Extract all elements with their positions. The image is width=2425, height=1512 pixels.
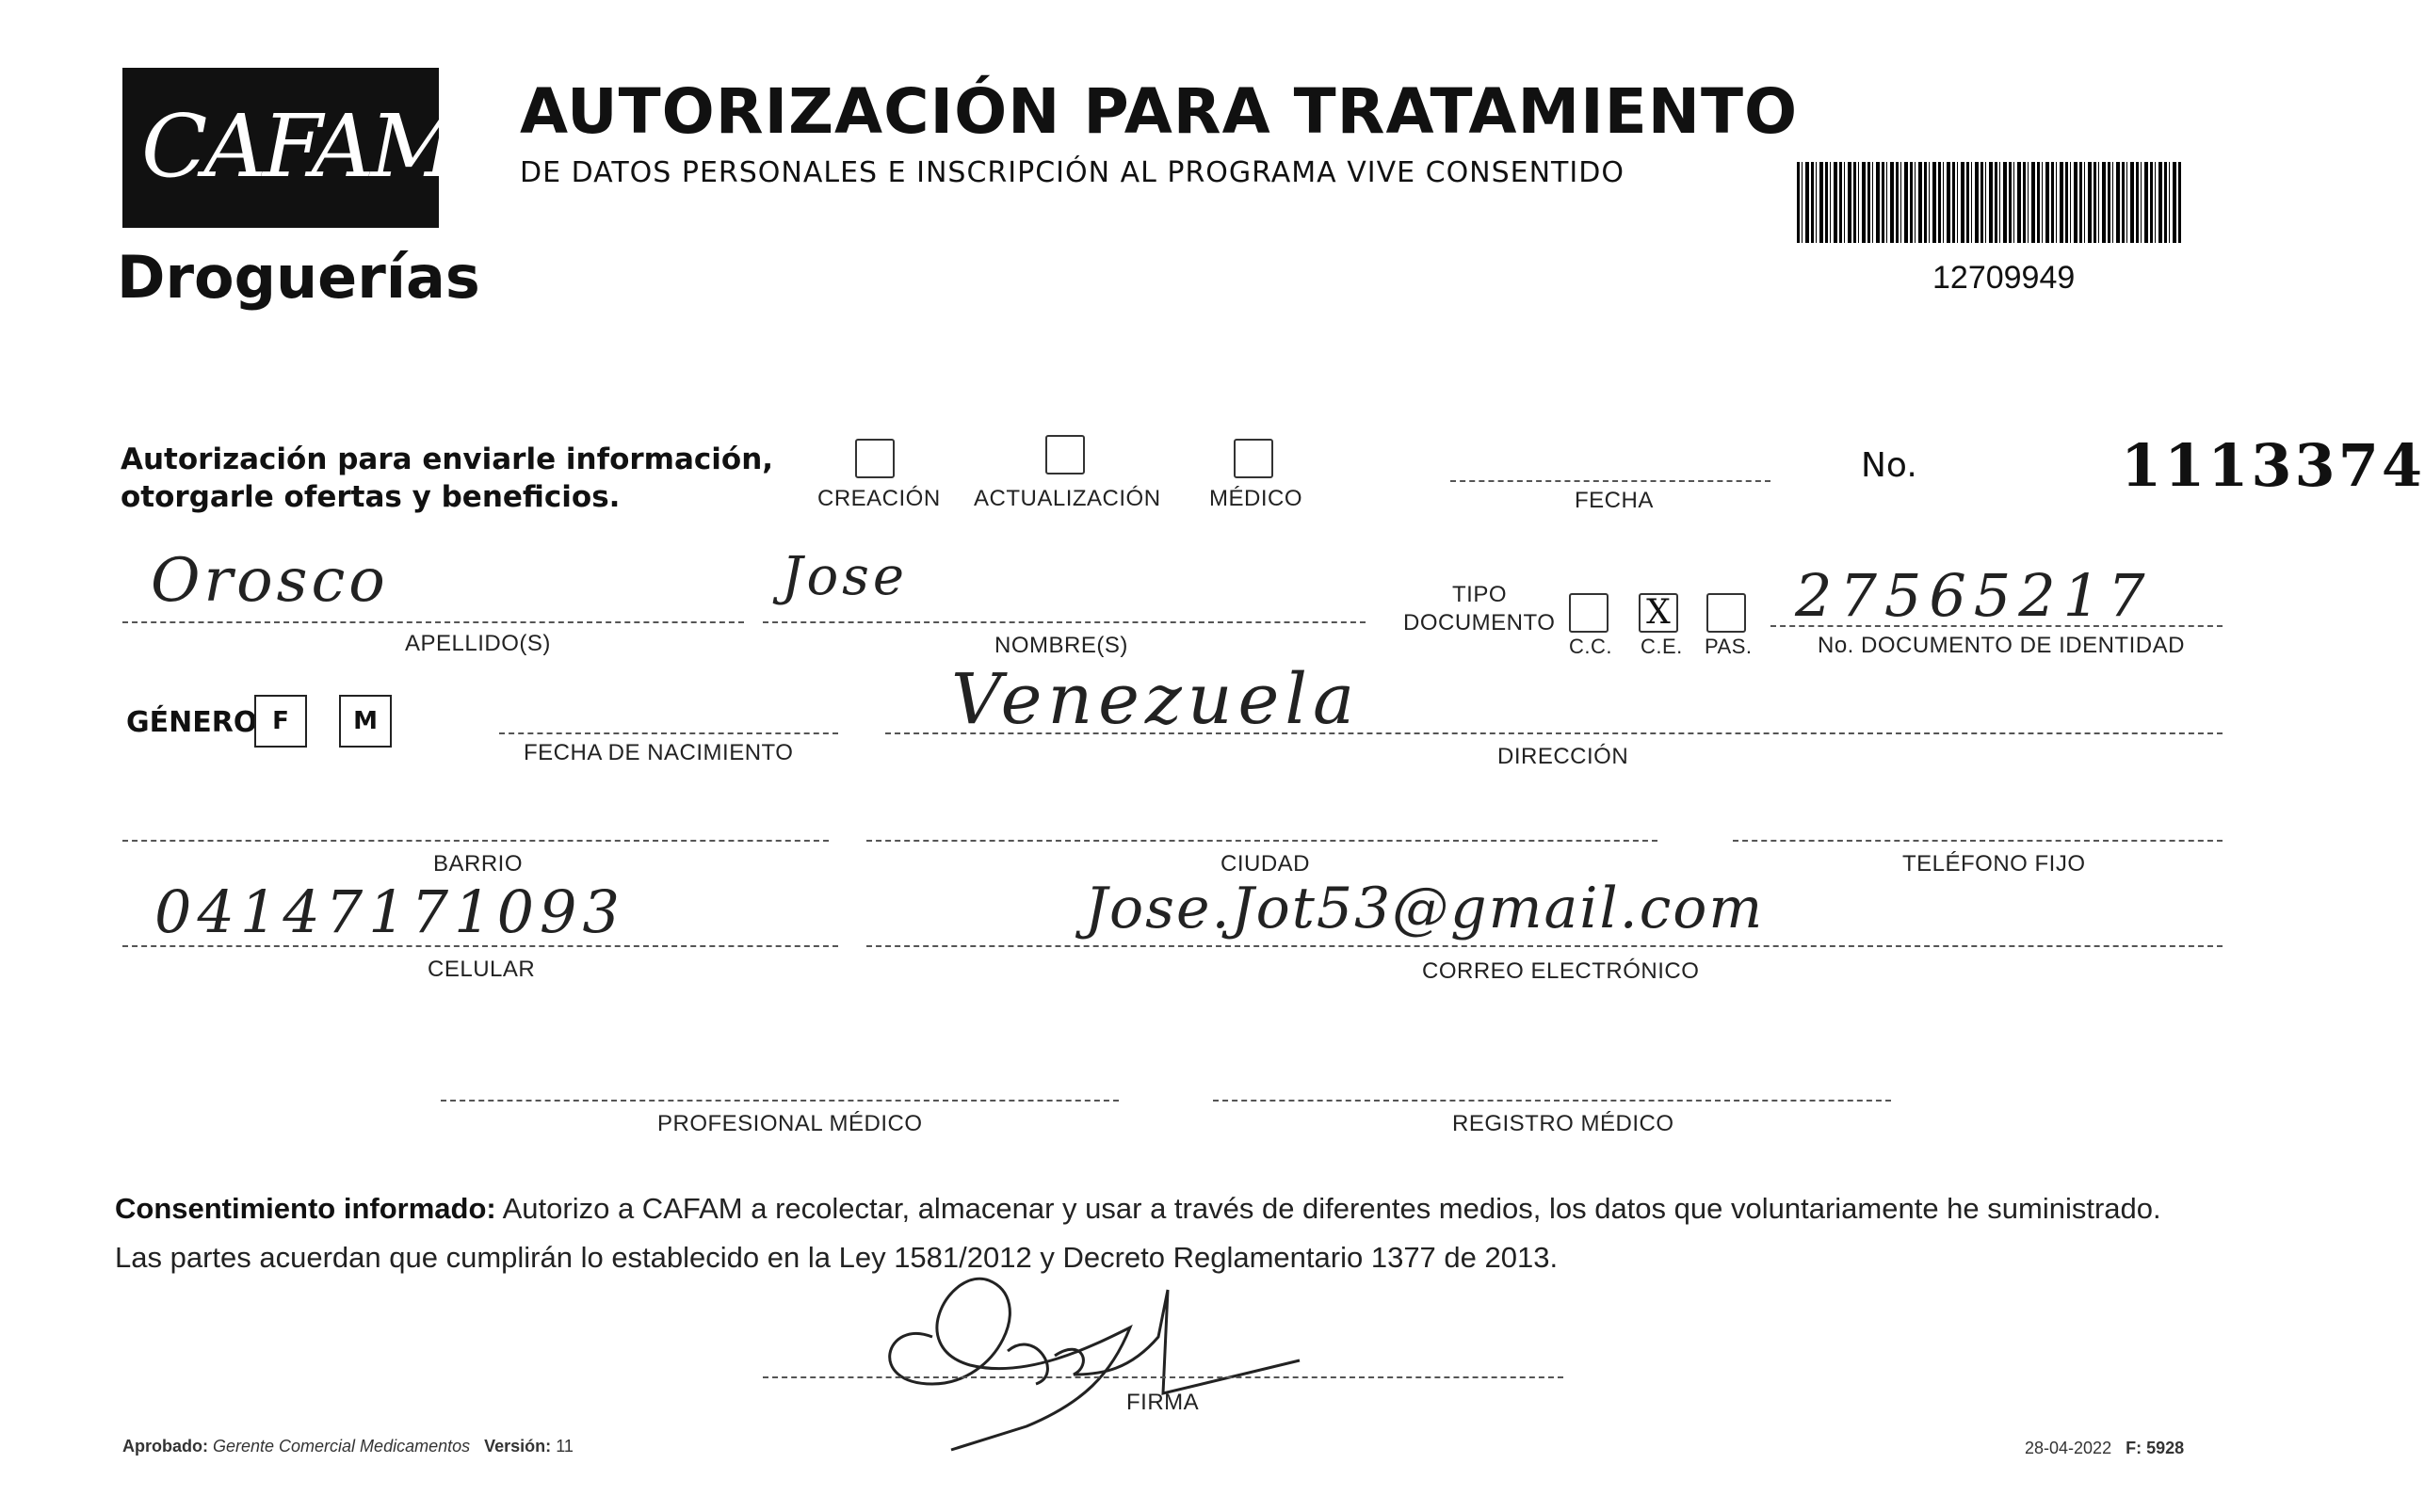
correo-value: Jose.Jot53@gmail.com [1085,876,1765,941]
consent-lead: Consentimiento informado: [115,1192,496,1225]
direccion-line[interactable] [885,732,2223,734]
telefono-label: TELÉFONO FIJO [1902,851,2086,877]
cc-checkbox[interactable] [1569,593,1609,633]
medico-label: MÉDICO [1209,486,1302,511]
footer-right [2025,1439,2184,1458]
consent-text-2: Las partes acuerdan que cumplirán lo establecido en la Ley 1581/2012 y Decreto Reglamentario 1377 de 2013. [115,1241,1559,1274]
auth-line-2: otorgarle ofertas y beneficios. [121,480,621,514]
telefono-line[interactable] [1733,840,2223,842]
aprobado-label: Aprobado: [122,1437,208,1456]
version-value: 11 [556,1437,574,1456]
fecha-line[interactable] [1450,480,1770,482]
firma-line[interactable] [763,1376,1563,1378]
firma-label: FIRMA [1126,1390,1200,1415]
registro-line[interactable] [1213,1100,1891,1102]
direccion-label: DIRECCIÓN [1497,744,1629,769]
auth-line-1: Autorización para enviarle información, [121,442,774,476]
celular-line[interactable] [122,945,838,947]
documento-value: 27565217 [1795,561,2153,630]
fecha-label: FECHA [1575,488,1654,513]
documento-line[interactable] [1770,625,2223,627]
apellidos-label: APELLIDO(S) [405,631,551,656]
creacion-checkbox[interactable] [855,439,895,478]
cc-label: C.C. [1569,635,1612,658]
footer-left [122,1437,574,1456]
pas-label: PAS. [1705,635,1753,658]
form-title: AUTORIZACIÓN PARA TRATAMIENTO [520,75,1799,148]
nombres-label: NOMBRE(S) [994,633,1128,658]
direccion-value: Venezuela [951,659,1361,740]
footer-code: F: 5928 [2126,1439,2185,1457]
nombres-value: Jose [782,546,909,607]
footer-date: 28-04-2022 [2025,1439,2112,1457]
genero-label: GÉNERO [126,706,258,739]
apellidos-line[interactable] [122,621,744,623]
version-label: Versión: [484,1437,552,1456]
creacion-label: CREACIÓN [817,486,941,511]
apellidos-value: Orosco [151,546,389,616]
actualizacion-checkbox[interactable] [1045,435,1085,475]
celular-value: 04147171093 [154,877,625,946]
tipo-label: TIPO [1452,582,1508,607]
cafam-logo: CAFAM [141,96,456,197]
medico-checkbox[interactable] [1234,439,1273,478]
profesional-line[interactable] [441,1100,1119,1102]
barrio-label: BARRIO [433,851,524,877]
nacimiento-line[interactable] [499,732,838,734]
ce-checkbox[interactable]: X [1639,593,1678,633]
documento-numero-label: No. DOCUMENTO DE IDENTIDAD [1818,633,2185,658]
nombres-line[interactable] [763,621,1366,623]
nacimiento-label: FECHA DE NACIMIENTO [524,740,794,765]
registro-label: REGISTRO MÉDICO [1452,1111,1674,1136]
ciudad-line[interactable] [866,840,1657,842]
genero-f-box[interactable]: F [254,695,307,748]
ce-label: C.E. [1641,635,1683,658]
brand-name: Droguerías [117,243,480,312]
barcode [1797,162,2183,243]
correo-line[interactable] [866,945,2223,947]
genero-m-box[interactable]: M [339,695,392,748]
barcode-number: 12709949 [1932,260,2076,296]
signature [848,1262,1337,1459]
celular-label: CELULAR [428,957,536,982]
number-label: No. [1861,446,1917,485]
pas-checkbox[interactable] [1706,593,1746,633]
aprobado-value: Gerente Comercial Medicamentos [213,1437,471,1456]
form-subtitle: DE DATOS PERSONALES E INSCRIPCIÓN AL PROGRAMA VIVE CONSENTIDO [520,156,1625,189]
barrio-line[interactable] [122,840,829,842]
documento-label: DOCUMENTO [1403,610,1556,635]
ciudad-label: CIUDAD [1221,851,1311,877]
actualizacion-label: ACTUALIZACIÓN [974,486,1161,511]
form-number: 1113374 [2121,431,2425,500]
correo-label: CORREO ELECTRÓNICO [1422,958,1700,984]
profesional-label: PROFESIONAL MÉDICO [657,1111,923,1136]
consent-text-1: Autorizo a CAFAM a recolectar, almacenar y usar a través de diferentes medios, los datos que voluntariamente he suministrado. [495,1192,2161,1225]
